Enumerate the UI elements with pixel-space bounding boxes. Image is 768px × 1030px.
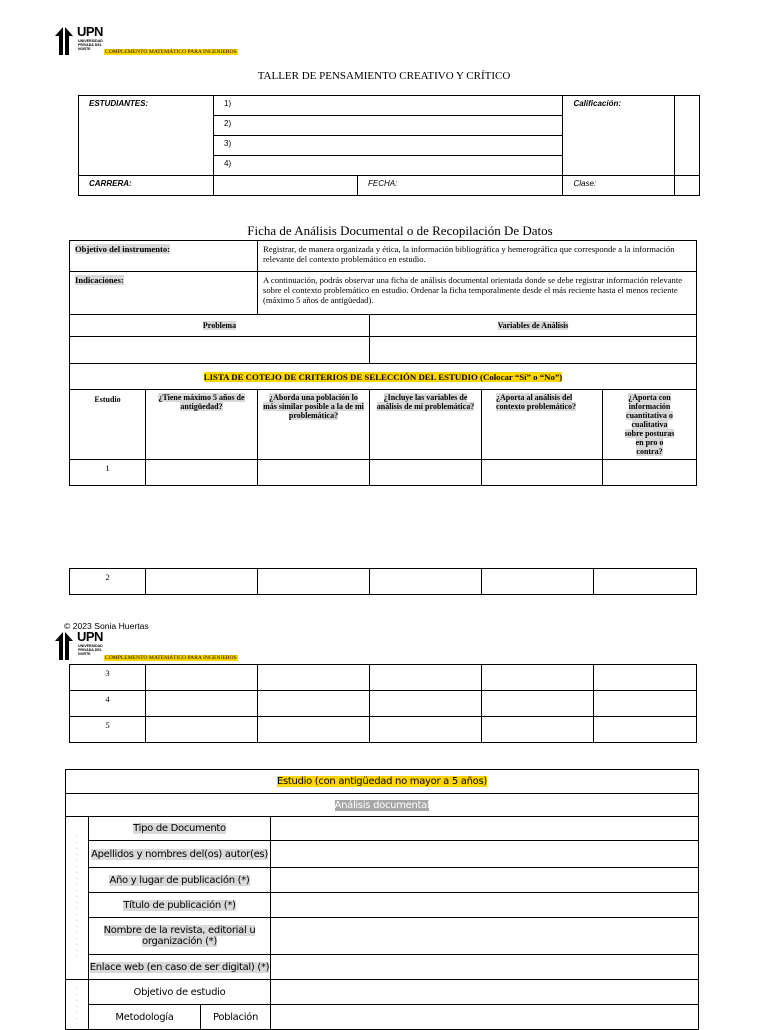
checklist-cell[interactable] [482, 460, 603, 486]
indications-label: Indicaciones: [75, 275, 124, 285]
checklist-cell[interactable] [370, 569, 482, 595]
variables-label: Variables de Análisis [497, 321, 569, 330]
checklist-cell[interactable] [594, 569, 697, 595]
row-number: 3 [70, 665, 146, 691]
logo-subtext: UNIVERSIDAD PRIVADA DEL NORTE [78, 644, 103, 656]
col-header-posturas: ¿Aporta con información cuantitativa o cualitativa sobre posturas en pro o contra? [603, 390, 697, 460]
checklist-title-cell [70, 364, 697, 390]
upn-torch-icon [53, 631, 77, 661]
table-row [70, 691, 697, 717]
objective-text: Registrar, de manera organizada y ética, la información bibliográfica y hemerográfica que corresponde a la información relevante del contexto problemático en estudio. [258, 241, 697, 272]
checklist-cell[interactable] [258, 665, 370, 691]
col-header-estudio: Estudio [70, 390, 146, 460]
study-analysis-table [65, 769, 699, 1030]
field-label: Tipo de Documento [89, 817, 271, 841]
copyright: © 2023 Sonia Huertas [64, 621, 149, 631]
field-input[interactable] [271, 893, 699, 918]
field-label: Apellidos y nombres del(os) autor(es) [89, 841, 271, 868]
checklist-cell[interactable] [482, 691, 594, 717]
table-row [70, 665, 697, 691]
objective-label-cell [70, 241, 258, 272]
checklist-cell[interactable] [370, 460, 482, 486]
checklist-cell[interactable] [258, 717, 370, 743]
upn-logo [53, 631, 105, 665]
indications-text: A continuación, podrás observar una ficha de análisis documental orientada donde se debe registrar información relevante sobre el contexto problemático en estudio. Ordenar la ficha temporalmente desde el más reciente hasta el menos reciente (máximo 5 años de antigüedad). [258, 272, 697, 315]
checklist-cell[interactable] [482, 717, 594, 743]
col-header-poblacion: ¿Aborda una población lo más similar posible a la de mi problemática? [258, 390, 370, 460]
col-header-antiguedad: ¿Tiene máximo 5 años de antigüedad? [146, 390, 258, 460]
objective-study-label: Objetivo de estudio [89, 980, 271, 1005]
field-label: Nombre de la revista, editorial u organización (*) [89, 918, 271, 955]
row-number: 4 [70, 691, 146, 717]
population-input[interactable] [271, 1005, 699, 1030]
upn-logo [53, 26, 105, 60]
students-label: ESTUDIANTES: [79, 96, 214, 176]
field-label: Año y lugar de publicación (*) [89, 868, 271, 893]
field-input[interactable] [271, 918, 699, 955]
course-name: COMPLEMENTO MATEMÁTICO PARA INGENIEROS [105, 655, 237, 661]
checklist-cell[interactable] [258, 460, 370, 486]
variables-header [370, 315, 697, 337]
class-field[interactable] [675, 176, 700, 196]
indications-label-cell [70, 272, 258, 315]
field-label: Título de publicación (*) [89, 893, 271, 918]
row-number: 5 [70, 717, 146, 743]
section-marker: · · · · · · · · · · · · · · · · · · · · · [66, 817, 89, 980]
career-label: CARRERA: [79, 176, 214, 196]
student-3-field[interactable]: 3) [214, 136, 563, 156]
logo-text: UPN [77, 24, 103, 39]
table-row [70, 460, 697, 486]
logo-text: UPN [77, 629, 103, 644]
field-input[interactable] [271, 817, 699, 841]
checklist-cell[interactable] [258, 569, 370, 595]
table-row [70, 569, 697, 595]
population-label: Población [201, 1005, 271, 1030]
doc-analysis-label: Análisis documental [334, 799, 430, 811]
class-label: Clase: [563, 176, 675, 196]
field-input[interactable] [271, 955, 699, 980]
grade-field[interactable] [675, 96, 700, 176]
problem-field[interactable] [70, 337, 370, 364]
checklist-cell[interactable] [146, 569, 258, 595]
checklist-cell[interactable] [146, 665, 258, 691]
ficha-title: Ficha de Análisis Documental o de Recopilación De Datos [247, 223, 553, 238]
checklist-cell[interactable] [146, 691, 258, 717]
objective-label: Objetivo del instrumento: [75, 244, 171, 254]
checklist-cell[interactable] [370, 691, 482, 717]
checklist-cell[interactable] [370, 665, 482, 691]
checklist-cell[interactable] [146, 717, 258, 743]
checklist-cell[interactable] [482, 569, 594, 595]
checklist-cell[interactable] [482, 665, 594, 691]
checklist-cell[interactable] [594, 717, 697, 743]
date-label: FECHA: [358, 176, 563, 196]
student-1-field[interactable]: 1) [214, 96, 563, 116]
grade-label: Calificación: [563, 96, 675, 176]
career-field[interactable] [214, 176, 358, 196]
section-marker: · · · · · · [66, 980, 89, 1030]
methodology-label: Metodología [89, 1005, 201, 1030]
field-input[interactable] [271, 868, 699, 893]
checklist-cell[interactable] [594, 691, 697, 717]
logo-subtext: UNIVERSIDAD PRIVADA DEL NORTE [78, 39, 103, 51]
checklist-cell[interactable] [603, 460, 697, 486]
objective-study-input[interactable] [271, 980, 699, 1005]
checklist-cell[interactable] [594, 665, 697, 691]
doc-analysis-cell [66, 794, 699, 817]
problem-label: Problema [202, 321, 237, 330]
problem-header [70, 315, 370, 337]
ficha-table [69, 240, 697, 486]
checklist-cell[interactable] [146, 460, 258, 486]
student-4-field[interactable]: 4) [214, 156, 563, 176]
student-2-field[interactable]: 2) [214, 116, 563, 136]
checklist-table-continued [69, 568, 697, 595]
row-number: 2 [70, 569, 146, 595]
checklist-table-page2 [69, 664, 697, 743]
workshop-title: TALLER DE PENSAMIENTO CREATIVO Y CRÍTICO [257, 70, 511, 82]
study-title: Estudio (con antigüedad no mayor a 5 años) [276, 776, 488, 787]
checklist-title: LISTA DE COTEJO DE CRITERIOS DE SELECCIÓN DEL ESTUDIO (Colocar “Sí” o “No”) [203, 371, 563, 382]
course-name: COMPLEMENTO MATEMÁTICO PARA INGENIEROS [105, 49, 237, 55]
student-info-table [78, 95, 700, 196]
col-header-contexto: ¿Aporta al análisis del contexto problemático? [482, 390, 603, 460]
checklist-cell[interactable] [258, 691, 370, 717]
col-header-variables: ¿Incluye las variables de análisis de mi problemática? [370, 390, 482, 460]
upn-torch-icon [53, 26, 77, 56]
checklist-cell[interactable] [370, 717, 482, 743]
field-input[interactable] [271, 841, 699, 868]
study-title-cell [66, 770, 699, 794]
row-number: 1 [70, 460, 146, 486]
table-row [70, 717, 697, 743]
field-label: Enlace web (en caso de ser digital) (*) [89, 955, 271, 980]
variables-field[interactable] [370, 337, 697, 364]
